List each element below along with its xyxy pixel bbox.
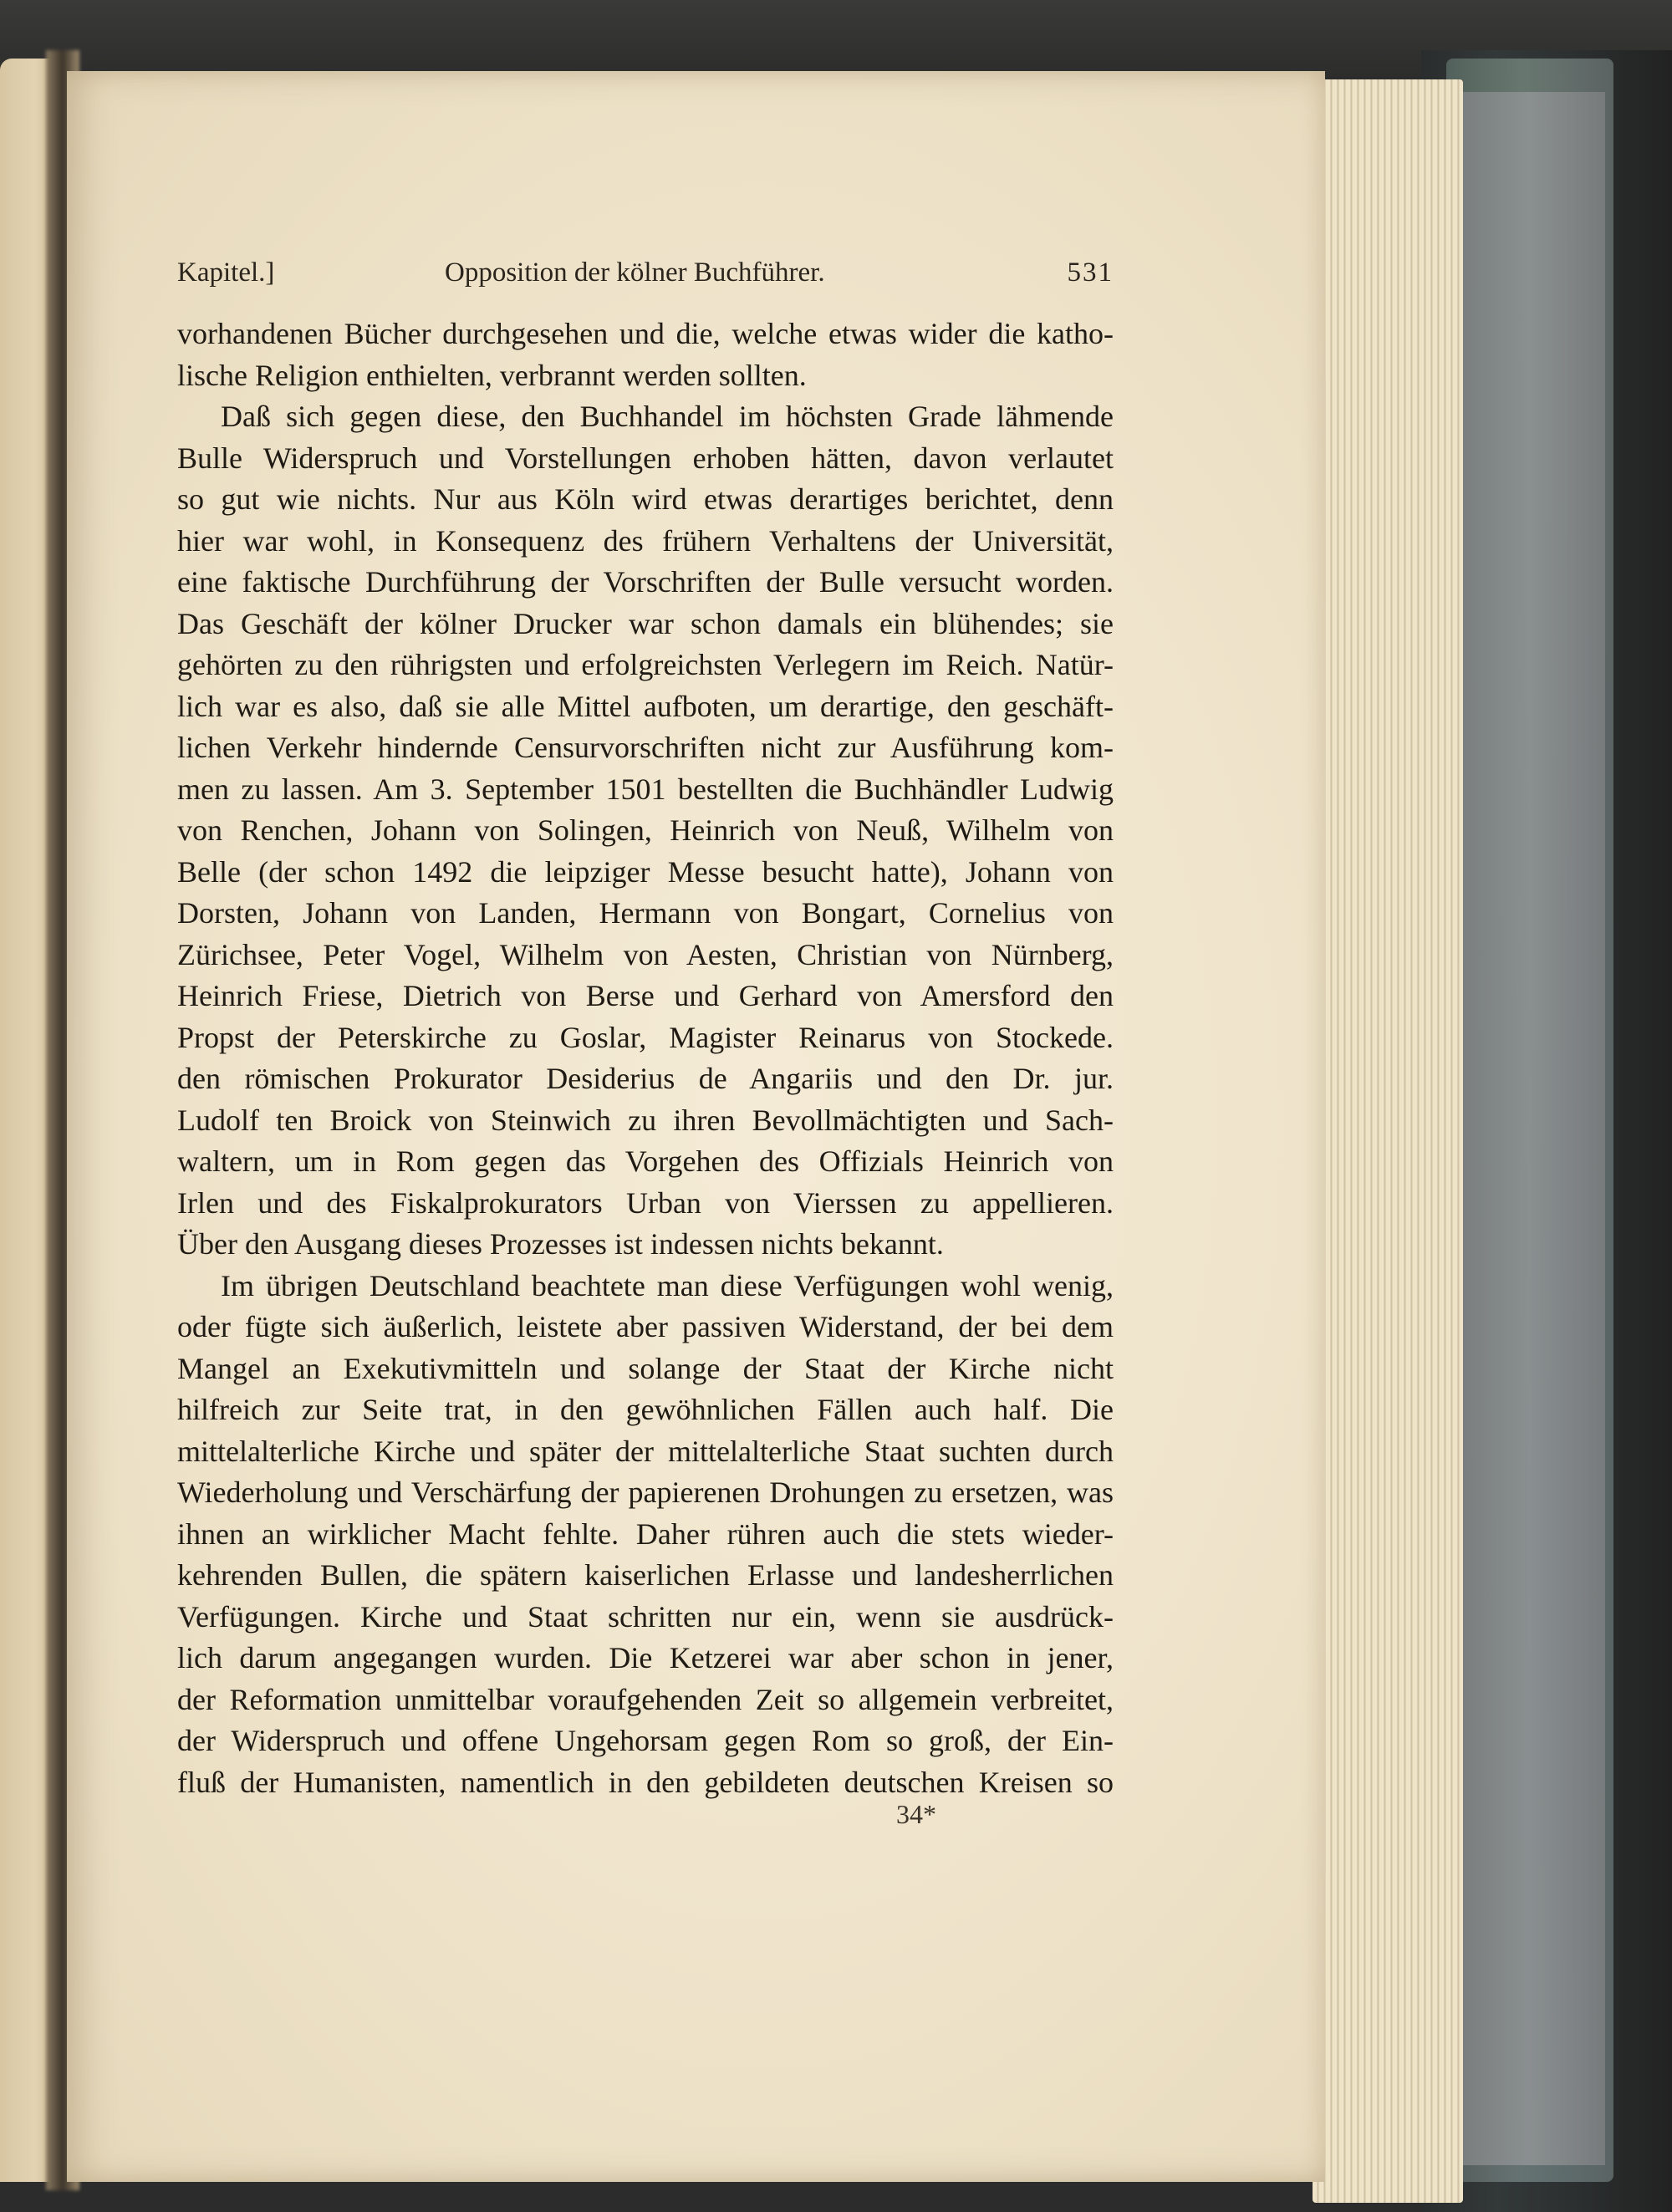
page-edges	[1313, 79, 1463, 2203]
text-line: Im übrigen Deutschland beachtete man diese Verfügungen wohl wenig,	[221, 1268, 1114, 1302]
text-line: vorhandenen Bücher durchgesehen und die, welche etwas wider die katho-	[177, 317, 1114, 350]
text-line: lische Religion enthielten, verbrannt werden sollten.	[177, 358, 807, 392]
text-line: eine faktische Durchführung der Vorschriften der Bulle versucht worden.	[177, 565, 1114, 599]
text-line: Wiederholung und Verschärfung der papierenen Drohungen zu ersetzen, was	[177, 1476, 1114, 1509]
text-line: Belle (der schon 1492 die leipziger Messe besucht hatte), Johann von	[177, 854, 1114, 889]
running-header	[177, 251, 1114, 294]
text-line: Mangel an Exekutivmitteln und solange der Staat der Kirche nicht	[177, 1351, 1114, 1385]
text-line: lich war es also, daß sie alle Mittel aufboten, um derartige, den geschäft-	[177, 689, 1114, 723]
text-line: lich darum angegangen wurden. Die Ketzerei war aber schon in jener,	[177, 1641, 1114, 1674]
text-line: men zu lassen. Am 3. September 1501 bestellten die Buchhändler Ludwig	[177, 772, 1114, 806]
text-line: von Renchen, Johann von Solingen, Heinrich von Neuß, Wilhelm von	[177, 813, 1114, 847]
text-line: kehrenden Bullen, die spätern kaiserlichen Erlasse und landesherrlichen	[177, 1558, 1114, 1592]
text-line: Verfügungen. Kirche und Staat schritten nur ein, wenn sie ausdrück-	[177, 1599, 1114, 1634]
text-line: Propst der Peterskirche zu Goslar, Magister Reinarus von Stockede.	[177, 1020, 1114, 1054]
text-line: den römischen Prokurator Desiderius de Angariis und den Dr. jur.	[177, 1062, 1114, 1095]
text-line: mittelalterliche Kirche und später der mittelalterliche Staat suchten durch	[177, 1434, 1114, 1468]
text-line: ihnen an wirklicher Macht fehlte. Daher rühren auch die stets wieder-	[177, 1516, 1114, 1551]
text-line: Heinrich Friese, Dietrich von Berse und Gerhard von Amersford den	[177, 979, 1114, 1012]
header-title: Opposition der kölner Buchführer.	[445, 257, 825, 288]
text-line: Ludolf ten Broick von Steinwich zu ihren Bevollmächtigten und Sach-	[177, 1103, 1114, 1137]
text-line: oder fügte sich äußerlich, leistete aber passiven Widerstand, der bei dem	[177, 1310, 1114, 1343]
text-line: Irlen und des Fiskalprokurators Urban von Vierssen zu appellieren.	[177, 1185, 1114, 1220]
text-line: so gut wie nichts. Nur aus Köln wird etwas derartiges berichtet, denn	[177, 482, 1114, 516]
text-line: waltern, um in Rom gegen das Vorgehen des Offizials Heinrich von	[177, 1144, 1114, 1178]
text-line: gehörten zu den rührigsten und erfolgreichsten Verlegern im Reich. Natür-	[177, 648, 1114, 681]
text-line: der Widerspruch und offene Ungehorsam gegen Rom so groß, der Ein-	[177, 1724, 1114, 1757]
endpaper	[1455, 92, 1605, 2165]
text-line: hilfreich zur Seite trat, in den gewöhnlichen Fällen auch half. Die	[177, 1393, 1114, 1426]
text-line: Das Geschäft der kölner Drucker war schon damals ein blühendes; sie	[177, 606, 1114, 640]
text-line: Daß sich gegen diese, den Buchhandel im höchsten Grade lähmende	[221, 400, 1114, 433]
header-chapter: Kapitel.]	[177, 257, 275, 288]
text-line: Bulle Widerspruch und Vorstellungen erhoben hätten, davon verlautet	[177, 441, 1114, 475]
body-text	[177, 313, 1114, 1803]
page-number: 531	[1067, 257, 1114, 288]
text-line: Über den Ausgang dieses Prozesses ist indessen nichts bekannt.	[177, 1227, 944, 1261]
text-line: der Reformation unmittelbar voraufgehenden Zeit so allgemein verbreitet,	[177, 1682, 1114, 1716]
text-line: Zürichsee, Peter Vogel, Wilhelm von Aesten, Christian von Nürnberg,	[177, 937, 1114, 971]
text-line: hier war wohl, in Konsequenz des frühern Verhaltens der Universität,	[177, 523, 1114, 558]
signature-mark: 34*	[896, 1799, 936, 1829]
text-line: Dorsten, Johann von Landen, Hermann von Bongart, Cornelius von	[177, 896, 1114, 930]
text-line: fluß der Humanisten, namentlich in den gebildeten deutschen Kreisen so	[177, 1765, 1114, 1799]
text-line: lichen Verkehr hindernde Censurvorschriften nicht zur Ausführung kom-	[177, 731, 1114, 764]
